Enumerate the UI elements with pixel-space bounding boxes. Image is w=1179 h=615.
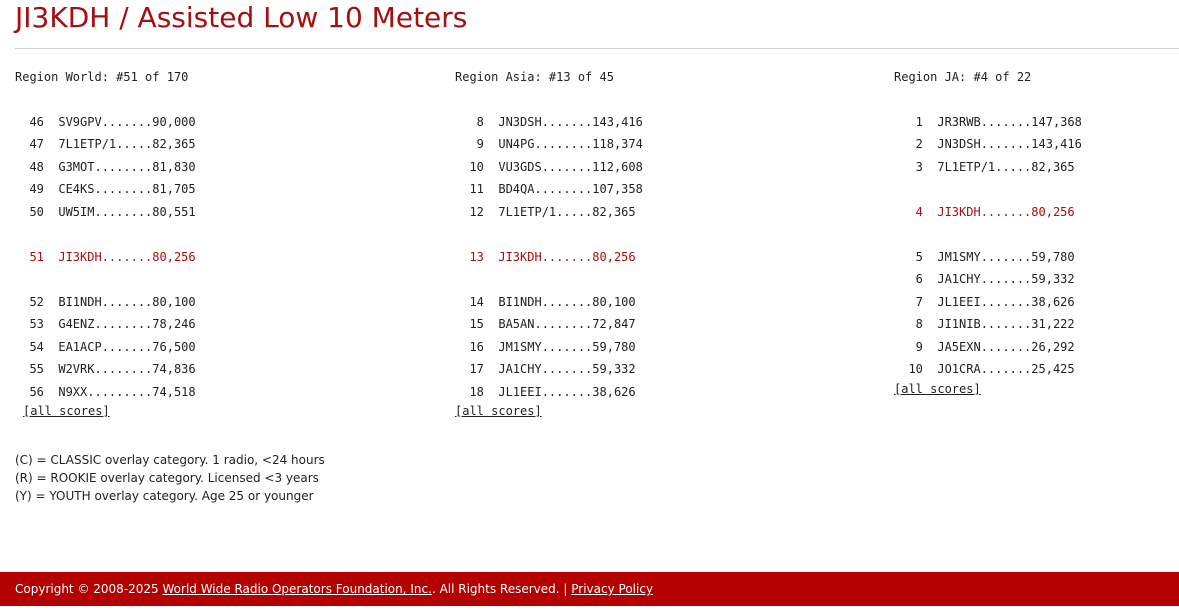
privacy-policy-link[interactable]: Privacy Policy <box>571 582 654 596</box>
ranking-list <box>15 111 435 404</box>
footer-copyright: Copyright © 2008-2025 <box>15 582 163 596</box>
row-separator <box>15 268 435 291</box>
ranking-row: 11 BD4QA........107,358 <box>455 182 643 196</box>
ranking-row: 56 N9XX.........74,518 <box>15 384 196 399</box>
row-separator <box>15 223 435 246</box>
org-link[interactable]: World Wide Radio Operators Foundation, Inc. <box>162 582 432 596</box>
region-heading: Region World: #51 of 170 <box>15 70 189 84</box>
ranking-row: 12 7L1ETP/1.....82,365 <box>455 204 636 219</box>
ranking-row: 1 JR3RWB.......147,368 <box>894 114 1082 129</box>
ranking-row: 2 JN3DSH.......143,416 <box>894 137 1082 151</box>
region-asia-column <box>455 66 875 426</box>
ranking-row: 9 JA5EXN.......26,292 <box>894 339 1075 354</box>
overlay-legend <box>15 451 325 505</box>
row-separator <box>455 223 875 246</box>
ranking-row: 54 EA1ACP.......76,500 <box>15 339 196 354</box>
ranking-list <box>455 111 875 404</box>
legend-classic: (C) = CLASSIC overlay category. 1 radio, <24 hours <box>15 453 325 467</box>
ranking-row: 46 SV9GPV.......90,000 <box>15 114 196 129</box>
ranking-row: 17 JA1CHY.......59,332 <box>455 362 636 376</box>
ranking-row-current-station: 51 JI3KDH.......80,256 <box>15 249 196 264</box>
legend-rookie: (R) = ROOKIE overlay category. Licensed <3 years <box>15 471 319 485</box>
title-divider <box>15 48 1179 49</box>
footer <box>0 572 1179 606</box>
ranking-row: 8 JN3DSH.......143,416 <box>455 114 643 129</box>
spacer <box>15 88 435 111</box>
all-scores-link[interactable]: [all scores] <box>455 404 542 418</box>
footer-content <box>0 572 1179 606</box>
ranking-row: 52 BI1NDH.......80,100 <box>15 294 196 309</box>
ranking-row: 15 BA5AN........72,847 <box>455 317 636 331</box>
ranking-row: 3 7L1ETP/1.....82,365 <box>894 159 1075 174</box>
ranking-row: 47 7L1ETP/1.....82,365 <box>15 137 196 151</box>
page-bottom <box>0 606 1179 615</box>
region-ja-column <box>894 66 1179 403</box>
all-scores-link[interactable]: [all scores] <box>894 381 981 396</box>
legend-youth: (Y) = YOUTH overlay category. Age 25 or younger <box>15 489 314 503</box>
ranking-list <box>894 111 1179 381</box>
ranking-row: 50 UW5IM........80,551 <box>15 204 196 219</box>
row-separator <box>894 178 1179 201</box>
page-title: JI3KDH / Assisted Low 10 Meters <box>15 1 468 34</box>
ranking-row: 10 VU3GDS.......112,608 <box>455 159 643 174</box>
row-separator <box>455 268 875 291</box>
ranking-row: 53 G4ENZ........78,246 <box>15 317 196 331</box>
row-separator <box>894 223 1179 246</box>
ranking-row: 9 UN4PG........118,374 <box>455 137 643 151</box>
ranking-row: 8 JI1NIB.......31,222 <box>894 317 1075 331</box>
ranking-row: 7 JL1EEI.......38,626 <box>894 294 1075 309</box>
region-heading: Region Asia: #13 of 45 <box>455 70 614 84</box>
region-heading: Region JA: #4 of 22 <box>894 70 1032 84</box>
region-world-column <box>15 66 435 426</box>
ranking-row: 48 G3MOT........81,830 <box>15 159 196 174</box>
ranking-row: 10 JO1CRA.......25,425 <box>894 362 1075 376</box>
footer-rights: . All Rights Reserved. | <box>431 582 572 596</box>
ranking-row: 55 W2VRK........74,836 <box>15 362 196 376</box>
ranking-row: 49 CE4KS........81,705 <box>15 182 196 196</box>
ranking-row: 18 JL1EEI.......38,626 <box>455 384 636 399</box>
all-scores-link[interactable]: [all scores] <box>23 404 110 418</box>
ranking-row-current-station: 13 JI3KDH.......80,256 <box>455 249 636 264</box>
ranking-row: 16 JM1SMY.......59,780 <box>455 339 636 354</box>
ranking-row: 14 BI1NDH.......80,100 <box>455 294 636 309</box>
ranking-row: 6 JA1CHY.......59,332 <box>894 272 1075 286</box>
spacer <box>455 88 875 111</box>
spacer <box>894 88 1179 111</box>
ranking-row: 5 JM1SMY.......59,780 <box>894 249 1075 264</box>
ranking-row-current-station: 4 JI3KDH.......80,256 <box>894 204 1075 219</box>
